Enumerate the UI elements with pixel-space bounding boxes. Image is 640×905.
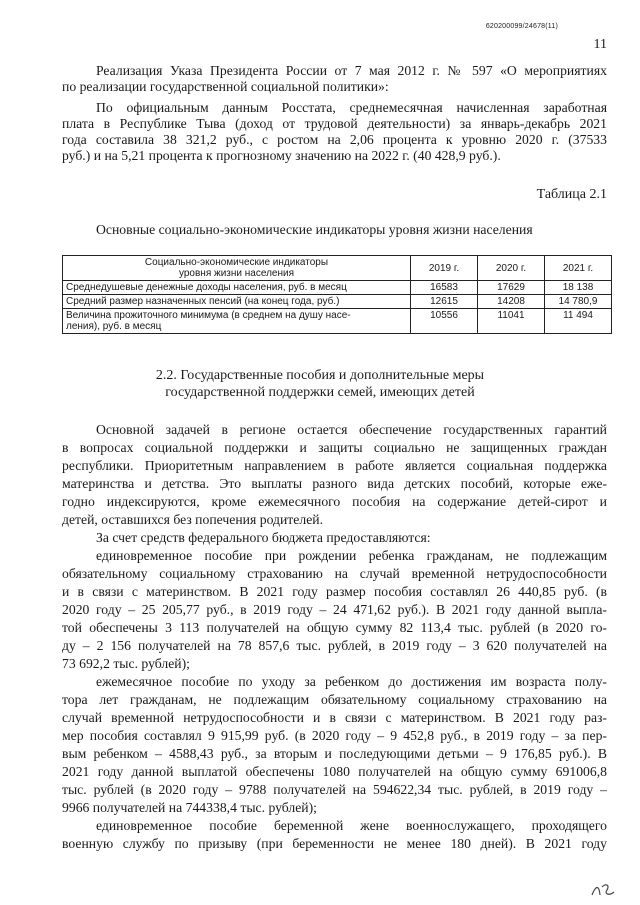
intro-line: плата в Республике Тыва (доход от трудовой деятельности) за январь-декабрь 2021 (62, 116, 607, 131)
section-title: 2.2. Государственные пособия и дополнительные меры (155, 368, 485, 383)
intro-line: руб.) и на 5,21 процента к прогнозному значению на 2022 г. (40 428,9 руб.). (62, 148, 501, 163)
table-header-year: 2021 г. (545, 256, 612, 281)
intro-line: Реализация Указа Президента России от 7 мая 2012 г. № 597 «О мероприятиях (96, 63, 607, 78)
table-header-year: 2019 г. (411, 256, 478, 281)
body-line: тыс. рублей (в 2020 году – 9788 получателей на 594622,34 тыс. рублей, в 2019 году – (62, 782, 607, 797)
page-number: 11 (593, 37, 607, 52)
table-cell-value: 10556 (411, 309, 478, 334)
body-line: ду – 2 156 получателей на 78 857,6 тыс. рублей, в 2019 году – 3 620 получателей на (62, 638, 607, 653)
intro-line: года составила 38 321,2 руб., с ростом на 2,06 процента к уровню 2020 г. (37533 (62, 132, 607, 147)
body-line: материнства и детства. Это выплаты разного вида детских пособий, которые еже- (62, 476, 607, 491)
indicators-table (62, 255, 612, 334)
body-line: случай временной нетрудоспособности и в связи с материнством. В 2021 году раз- (62, 710, 607, 725)
body-line: единовременное пособие при рождении ребенка гражданам, не подлежащим (96, 548, 607, 563)
body-line: 73 692,2 тыс. рублей); (62, 656, 190, 671)
body-line: тора лет гражданам, не подлежащим обязательному социальному страхованию на (62, 692, 607, 707)
body-line: детей, оставшихся без попечения родителей. (62, 512, 324, 527)
body-line: 9966 получателей на 744338,4 тыс. рублей); (62, 800, 317, 815)
intro-line: по реализации государственной социальной политики»: (62, 79, 389, 94)
table-header-year: 2020 г. (478, 256, 545, 281)
table-cell-value: 11041 (478, 309, 545, 334)
body-line: республики. Приоритетным направлением в работе является социальная поддержка (62, 458, 607, 473)
body-line: в вопросах социальной поддержки и защиты социально не защищенных граждан (62, 440, 607, 455)
body-line: 2020 году – 25 205,77 руб., в 2019 году – 24 471,62 руб.). В 2021 году данной выпла- (62, 602, 607, 617)
table-cell-value: 14208 (478, 295, 545, 309)
body-line: мер пособия составлял 9 915,99 руб. (в 2020 году – 9 452,8 руб., в 2019 году – за пер- (62, 728, 607, 743)
table-row (63, 309, 612, 334)
document-id: 620200099/24678(11) (485, 23, 558, 30)
table-header-row (63, 256, 612, 281)
body-line: единовременное пособие беременной жене военнослужащего, проходящего (96, 818, 607, 833)
table-row (63, 295, 612, 309)
table-cell-indicator: Средний размер назначенных пенсий (на конец года, руб.) (63, 295, 411, 309)
body-line: годно индексируются, кроме ежемесячного пособия на содержание детей-сирот и (62, 494, 607, 509)
table-cell-value: 18 138 (545, 281, 612, 295)
body-line: За счет средств федерального бюджета предоставляются: (96, 530, 431, 545)
table-row (63, 281, 612, 295)
body-line: Основной задачей в регионе остается обеспечение государственных гарантий (96, 422, 607, 437)
table-header-indicator: Социально-экономические индикаторы уровня жизни населения (63, 256, 411, 281)
table-cell-value: 17629 (478, 281, 545, 295)
body-line: той обеспечены 3 113 получателей на общую сумму 82 113,4 тыс. рублей (в 2020 го- (62, 620, 607, 635)
body-line: военную службу по призыву (при беременности не менее 180 дней). В 2021 году (62, 836, 607, 851)
table-label: Таблица 2.1 (536, 187, 607, 202)
table-cell-value: 16583 (411, 281, 478, 295)
section-subtitle: государственной поддержки семей, имеющих детей (165, 385, 475, 400)
table-cell-indicator: Среднедушевые денежные доходы населения, руб. в месяц (63, 281, 411, 295)
table-cell-value: 11 494 (545, 309, 612, 334)
table-title: Основные социально-экономические индикаторы уровня жизни населения (96, 222, 533, 237)
body-line: ежемесячное пособие по уходу за ребенком до достижения им возраста полу- (96, 674, 607, 689)
handwritten-mark-icon (590, 881, 616, 899)
table-cell-value: 12615 (411, 295, 478, 309)
body-line: и в связи с материнством. В 2021 году размер пособия составлял 26 440,85 руб. (в (62, 584, 607, 599)
body-line: 2021 году данной выплатой обеспечены 1080 получателей на общую сумму 691006,8 (62, 764, 607, 779)
body-line: обязательному социальному страхованию на случай временной нетрудоспособности (62, 566, 607, 581)
body-line: вым ребенком – 4588,43 руб., за вторым и последующими детьми – 9 176,85 руб.). В (62, 746, 607, 761)
table-cell-indicator: Величина прожиточного минимума (в среднем на душу насе- ления), руб. в месяц (63, 309, 411, 334)
table-cell-value: 14 780,9 (545, 295, 612, 309)
intro-line: По официальным данным Росстата, среднемесячная начисленная заработная (96, 100, 607, 115)
